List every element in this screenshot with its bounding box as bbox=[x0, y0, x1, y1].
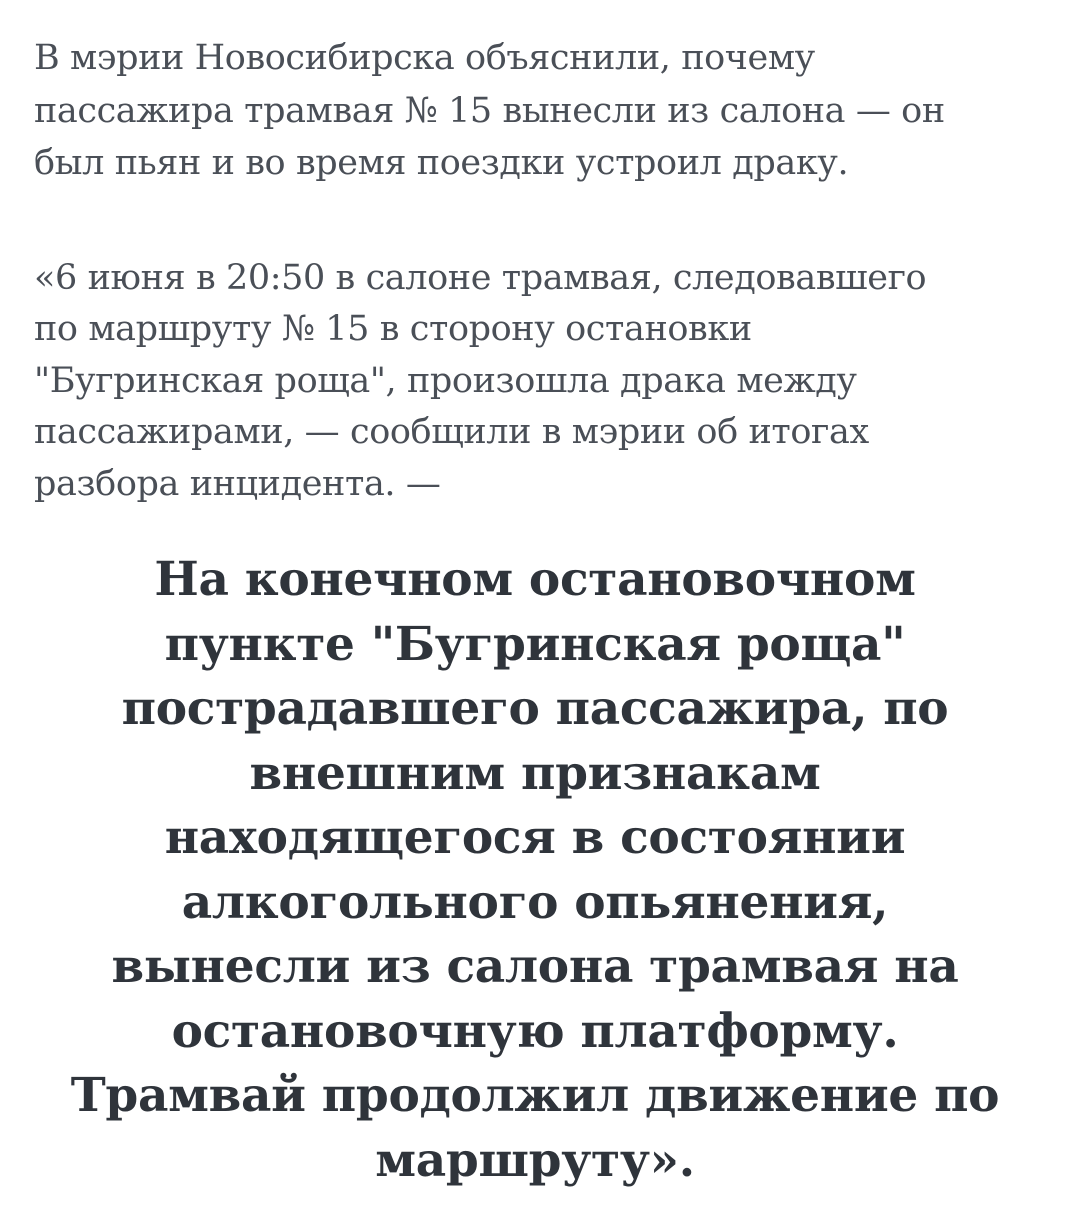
paragraph-line: пассажирами, — сообщили в мэрии об итогах bbox=[34, 412, 869, 452]
paragraph-line: по маршруту № 15 в сторону остановки bbox=[34, 309, 752, 349]
paragraph-line: разбора инцидента. — bbox=[34, 463, 441, 504]
quote-line: маршруту». bbox=[375, 1132, 695, 1188]
article-lead bbox=[34, 32, 1044, 190]
lead-line: был пьян и во время поездки устроил драку. bbox=[34, 143, 849, 183]
lead-line: В мэрии Новосибирска объяснили, почему bbox=[34, 38, 815, 78]
quote-line: находящегося в состоянии bbox=[164, 810, 906, 865]
quote-line: На конечном остановочном bbox=[154, 552, 916, 607]
quote-line: Трамвай продолжил движение по bbox=[70, 1068, 1000, 1123]
paragraph-line: "Бугринская роща", произошла драка между bbox=[34, 360, 857, 401]
quote-line: пункте "Бугринская роща" bbox=[164, 616, 906, 672]
pull-quote bbox=[20, 548, 1050, 1193]
quote-line: внешним признакам bbox=[249, 745, 821, 801]
quote-line: алкогольного опьянения, bbox=[181, 874, 889, 930]
article-paragraph bbox=[34, 253, 1044, 511]
quote-line: вынесли из салона трамвая на bbox=[111, 939, 959, 994]
quote-line: пострадавшего пассажира, по bbox=[121, 681, 949, 736]
lead-line: пассажира трамвая № 15 вынесли из салона — он bbox=[34, 90, 945, 131]
quote-line: остановочную платформу. bbox=[171, 1003, 899, 1059]
paragraph-line: «6 июня в 20:50 в салоне трамвая, следовавшего bbox=[34, 257, 927, 298]
article-body bbox=[34, 32, 1044, 510]
